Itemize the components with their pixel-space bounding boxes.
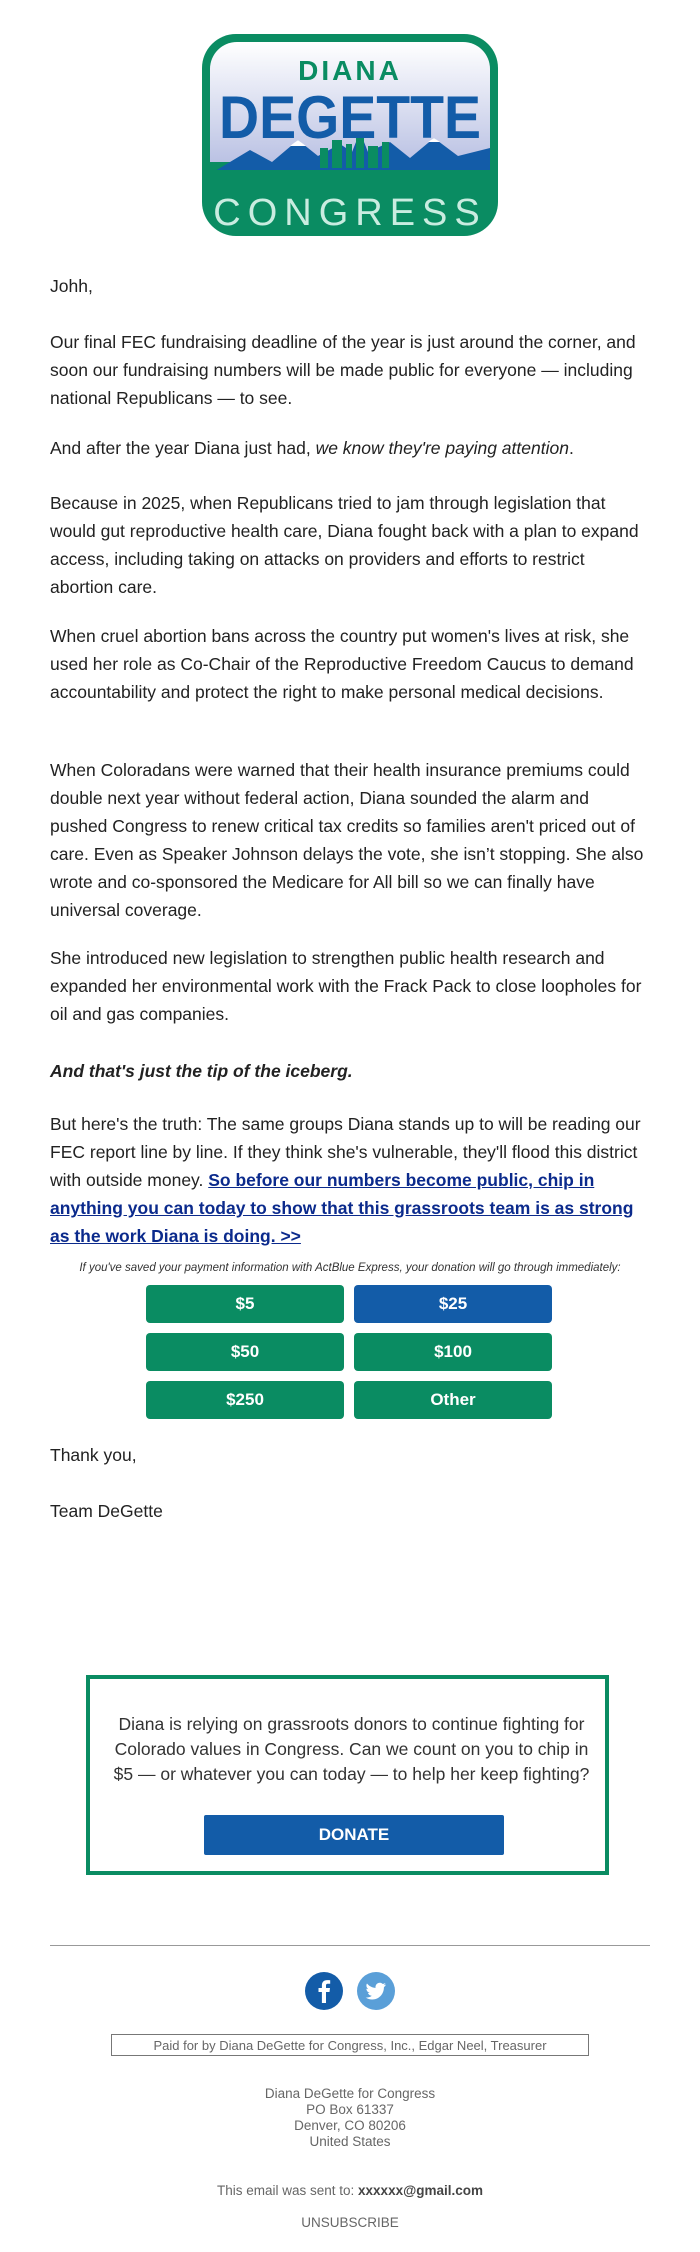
address-line: Denver, CO 80206 bbox=[294, 2118, 406, 2133]
sent-to: This email was sent to: xxxxxx@gmail.com bbox=[216, 2183, 484, 2198]
actblue-note: If you've saved your payment information with ActBlue Express, your donation will go through immediately: bbox=[79, 1262, 621, 1274]
signature: Team DeGette bbox=[50, 1501, 163, 1521]
facebook-icon[interactable] bbox=[305, 1972, 343, 2010]
twitter-icon[interactable] bbox=[357, 1972, 395, 2010]
donate-25-button[interactable]: $25 bbox=[354, 1285, 552, 1323]
donate-5-button[interactable]: $5 bbox=[146, 1285, 344, 1323]
donate-callout bbox=[86, 1675, 609, 1875]
callout-text: Diana is relying on grassroots donors to continue fighting for Colorado values in Congress. Can we count on you to chip in $5 — or whatever you can today — to help her keep fighting? bbox=[113, 1714, 590, 1784]
paragraph-6: She introduced new legislation to strengthen public health research and expanded her environmental work with the Frack Pack to close loopholes for oil and gas companies. bbox=[50, 948, 642, 1024]
logo-congress: CONGRESS bbox=[213, 192, 487, 234]
paragraph-3: Because in 2025, when Republicans tried to jam through legislation that would gut reproductive health care, Diana fought back with a plan to expand access, including taking on attacks on providers and efforts to restrict abortion care. bbox=[50, 493, 639, 597]
closing: Thank you, bbox=[50, 1445, 137, 1465]
paragraph-4: When cruel abortion bans across the country put women's lives at risk, she used her role as Co-Chair of the Reproductive Freedom Caucus to demand accountability and protect the right to make personal medical decisions. bbox=[50, 626, 634, 702]
logo-last-name: DEGETTE bbox=[219, 84, 481, 151]
mailing-address bbox=[50, 2086, 650, 2150]
address-line: PO Box 61337 bbox=[306, 2102, 394, 2117]
donate-50-button[interactable]: $50 bbox=[146, 1333, 344, 1371]
donate-250-button[interactable]: $250 bbox=[146, 1381, 344, 1419]
paragraph-7: And that's just the tip of the iceberg. bbox=[50, 1061, 353, 1081]
donate-100-button[interactable]: $100 bbox=[354, 1333, 552, 1371]
donate-text-link[interactable]: So before our numbers become public, chip in anything you can today to show that this grassroots team is as strong as the work Diana is doing. >> bbox=[50, 1170, 634, 1246]
logo-first-name: DIANA bbox=[298, 55, 402, 86]
unsubscribe-link[interactable]: UNSUBSCRIBE bbox=[301, 2215, 399, 2230]
address-line: United States bbox=[309, 2134, 391, 2149]
donate-other-button[interactable]: Other bbox=[354, 1381, 552, 1419]
paragraph-2: And after the year Diana just had, we know they're paying attention. bbox=[50, 438, 574, 458]
paragraph-1: Our final FEC fundraising deadline of the year is just around the corner, and soon our fundraising numbers will be made public for everyone — including national Republicans — to see. bbox=[50, 332, 636, 408]
greeting: Johh, bbox=[50, 276, 93, 296]
recipient-email: xxxxxx@gmail.com bbox=[358, 2183, 484, 2198]
donate-button[interactable]: DONATE bbox=[204, 1815, 504, 1855]
campaign-logo bbox=[200, 32, 500, 238]
footer-divider bbox=[50, 1945, 650, 1946]
paragraph-5: When Coloradans were warned that their health insurance premiums could double next year without federal action, Diana sounded the alarm and pushed Congress to renew critical tax credits so families aren't priced out of care. Even as Speaker Johnson delays the vote, she isn’t stopping. She also wrote and co-sponsored the Medicare for All bill so we can finally have universal coverage. bbox=[50, 760, 644, 920]
paragraph-8: But here's the truth: The same groups Diana stands up to will be reading our FEC report line by line. If they think she's vulnerable, they'll flood this district with outside money. So before our numbers become public, chip in anything you can today to show that this grassroots team is as strong as the work Diana is doing. >> bbox=[50, 1114, 641, 1246]
paid-for-disclaimer: Paid for by Diana DeGette for Congress, Inc., Edgar Neel, Treasurer bbox=[111, 2034, 589, 2056]
address-line: Diana DeGette for Congress bbox=[264, 2086, 436, 2101]
